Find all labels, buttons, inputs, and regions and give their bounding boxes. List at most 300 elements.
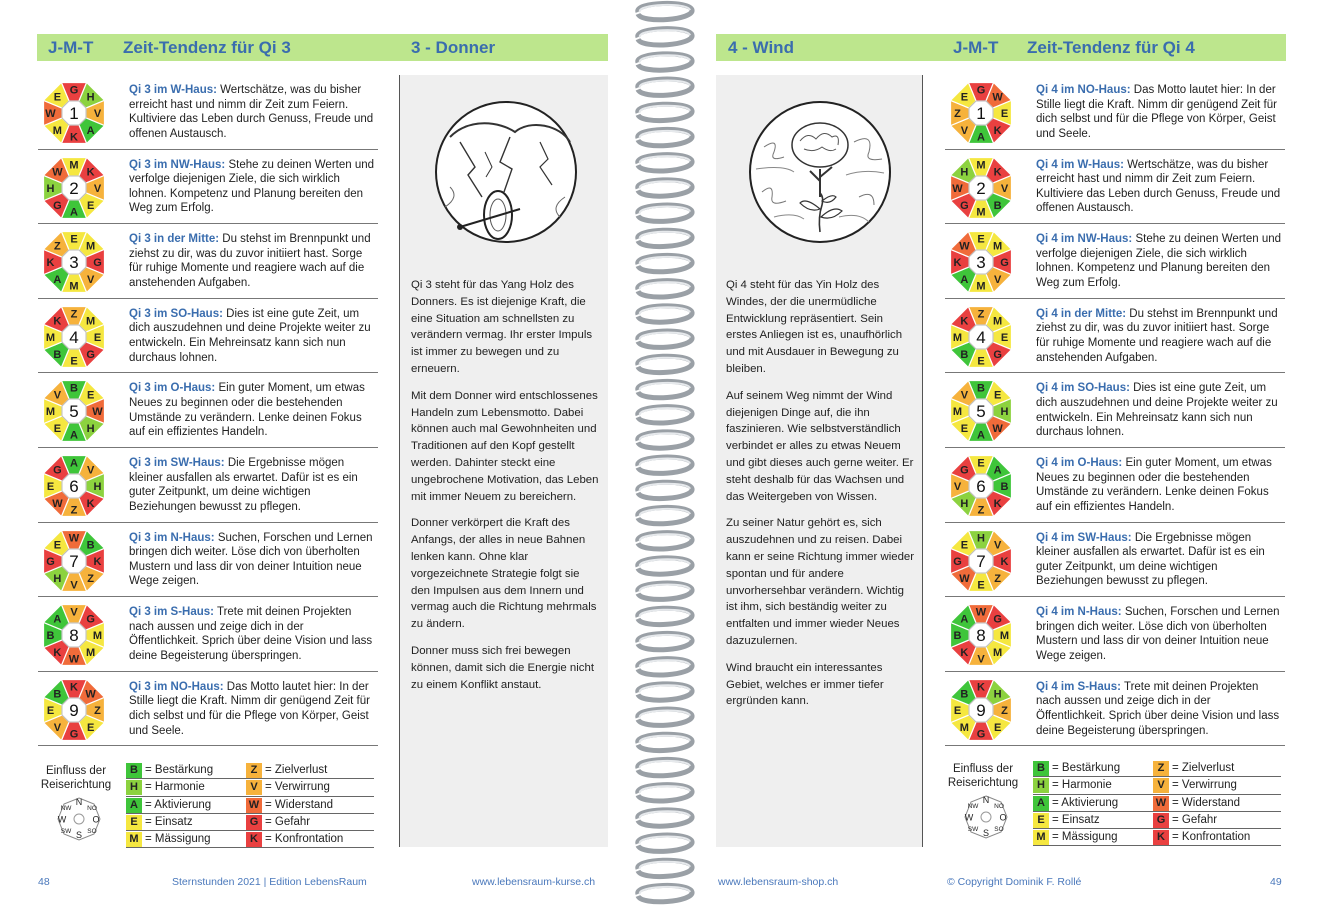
spiral-ring xyxy=(638,659,692,675)
legend-item xyxy=(1033,760,1161,777)
compass-label: W xyxy=(964,812,974,823)
legend-label: = Konfrontation xyxy=(1172,831,1251,844)
direction-letter: M xyxy=(45,406,56,419)
paragraph: Donner verkörpert die Kraft des Anfangs, der alles in neue Bahnen lenken kann. Ohne klar vorgezeichnete Strategie folgt sie den Impulsen aus dem Innern und vermag auch die Richtung mehrmals zu ändern. xyxy=(411,517,597,631)
direction-letter: W xyxy=(959,572,970,585)
entry-heading: Qi 4 im SW-Haus: xyxy=(1036,531,1132,544)
direction-letter: H xyxy=(93,481,102,494)
legend-key: B xyxy=(1033,761,1049,776)
qi-entry xyxy=(945,224,1285,299)
entry-text xyxy=(129,680,376,738)
direction-letter: W xyxy=(992,423,1003,436)
direction-letter: B xyxy=(53,348,62,361)
direction-letter: G xyxy=(1000,257,1009,270)
qi-entry xyxy=(38,672,378,747)
legend-key: K xyxy=(246,832,262,847)
entry-body: Dies ist eine gute Zeit, um dich auszudehnen und deine Projekte weiter zu entwickeln. Ein Mehreinsatz kann sich nun durchaus lohnen. xyxy=(129,307,371,364)
legend-key: H xyxy=(126,780,142,795)
header-title: Zeit-Tendenz für Qi 3 xyxy=(123,38,291,57)
legend-key: B xyxy=(126,763,142,778)
direction-letter: Z xyxy=(87,572,94,585)
entry-text xyxy=(129,456,376,514)
qi-entry-list xyxy=(945,75,1285,746)
qi-number: 5 xyxy=(976,402,986,422)
qi-entry xyxy=(945,75,1285,150)
compass-label: SO xyxy=(87,828,97,835)
page-header xyxy=(716,34,1286,61)
direction-letter: A xyxy=(70,430,78,443)
compass-rose xyxy=(961,792,1011,842)
direction-letter: V xyxy=(960,124,969,137)
qi-number: 6 xyxy=(69,476,79,496)
direction-letter: B xyxy=(960,348,969,361)
page-header xyxy=(37,34,608,61)
legend-key: Z xyxy=(1153,761,1169,776)
qi-entry xyxy=(945,672,1285,747)
direction-letter: W xyxy=(52,497,63,510)
paragraph: Qi 3 steht für das Yang Holz des Donners. Es ist diejenige Kraft, die eine Situation am schnellsten zu verändern vermag. Ihr erster Impuls ist immer zu bewegen und zu erneuern. xyxy=(411,279,593,375)
qi-octagon-icon xyxy=(38,303,110,371)
direction-letter: B xyxy=(53,688,62,701)
website-link[interactable]: www.lebensraum-kurse.ch xyxy=(472,876,596,888)
direction-letter: G xyxy=(93,257,102,270)
legend-label: = Aktivierung xyxy=(1052,796,1119,809)
legend-label: = Bestärkung xyxy=(145,764,214,776)
direction-letter: W xyxy=(68,532,80,545)
spiral-ring xyxy=(638,885,692,901)
entry-body: Dies ist eine gute Zeit, um dich auszudehnen und deine Projekte weiter zu entwickeln. Ein Mehreinsatz kann sich nun durchaus lohnen. xyxy=(1036,382,1278,439)
qi-number: 3 xyxy=(976,253,986,273)
legend-label: = Konfrontation xyxy=(265,833,344,846)
compass-label: NW xyxy=(967,803,979,810)
direction-letter: M xyxy=(86,646,96,659)
qi-octagon-icon xyxy=(945,601,1017,669)
legend-item xyxy=(1033,795,1161,812)
spiral-ring xyxy=(638,608,692,624)
direction-letter: A xyxy=(53,274,62,287)
legend-title: Einfluss der Reiserichtung xyxy=(40,765,112,791)
legend-key: K xyxy=(1153,830,1169,845)
direction-letter: E xyxy=(993,721,1002,734)
entry-body: Wertschätze, was du bisher erreicht hast und nimm dir Zeit zum Feiern. Kultiviere das Leben durch Genuss, Freude und offenen Austausch. xyxy=(129,84,374,140)
direction-letter: M xyxy=(92,630,103,643)
legend-label: = Bestärkung xyxy=(1052,762,1121,774)
qi-entry xyxy=(38,523,378,598)
legend-label: = Verwirrung xyxy=(1172,779,1237,792)
direction-letter: V xyxy=(93,108,102,121)
qi-octagon-icon xyxy=(945,79,1017,147)
direction-letter: H xyxy=(53,572,62,585)
direction-letter: M xyxy=(45,331,56,344)
qi-octagon-icon xyxy=(945,303,1017,371)
direction-letter: E xyxy=(960,539,969,552)
direction-letter: E xyxy=(1000,331,1009,344)
legend-item xyxy=(246,831,374,848)
direction-letter: K xyxy=(993,497,1002,510)
qi-octagon-icon xyxy=(38,79,110,147)
direction-letter: E xyxy=(53,539,62,552)
direction-letter: K xyxy=(960,646,969,659)
direction-letter: V xyxy=(86,464,95,477)
spiral-ring xyxy=(638,583,692,599)
direction-letter: A xyxy=(86,124,95,137)
direction-letter: B xyxy=(70,383,78,396)
direction-letter: V xyxy=(960,389,969,402)
direction-letter: W xyxy=(92,406,103,419)
direction-letter: M xyxy=(52,124,62,137)
qi-number: 7 xyxy=(69,551,79,571)
entry-text xyxy=(1036,158,1283,216)
direction-letter: H xyxy=(86,423,95,436)
direction-letter: V xyxy=(993,539,1002,552)
entry-text xyxy=(1036,232,1283,290)
qi-entry xyxy=(945,373,1285,448)
qi-entry xyxy=(38,224,378,299)
paragraph: Auf seinem Weg nimmt der Wind diejenigen Dinge auf, die ihn faszinieren. Wie selbstverständlich verbindet er alles zu etwas Neuem und gibt dieses auch gerne weiter. Er steht deshalb für das Wachsen und das Weitergeben von Wissen. xyxy=(726,389,914,503)
compass-icon xyxy=(54,794,104,849)
direction-letter: G xyxy=(53,464,62,477)
spiral-ring xyxy=(638,759,692,775)
direction-letter: Z xyxy=(70,504,78,517)
spiral-ring xyxy=(638,281,692,297)
element-description xyxy=(726,277,916,720)
direction-letter: V xyxy=(93,182,102,195)
legend-label: = Einsatz xyxy=(1052,813,1100,826)
direction-letter: G xyxy=(960,199,969,212)
direction-letter: E xyxy=(86,389,95,402)
legend-item xyxy=(126,831,254,848)
spiral-ring xyxy=(638,104,692,120)
entry-heading: Qi 3 im SO-Haus: xyxy=(129,307,223,320)
direction-letter: V xyxy=(70,606,78,619)
compass-label: W xyxy=(57,814,67,825)
spiral-ring xyxy=(638,482,692,498)
direction-letter: H xyxy=(977,532,985,545)
direction-letter: A xyxy=(960,613,969,626)
qi-number: 1 xyxy=(69,104,79,123)
entry-body: Trete mit deinen Projekten nach aussen und zeige dich in der Öffentlichkeit. Sprich über deine Vision und lass deine Begeisterung überspringen. xyxy=(129,606,373,662)
direction-letter: A xyxy=(70,206,78,219)
paragraph: Zu seiner Natur gehört es, sich auszudehnen und zu reisen. Dabei kann er seine Richtung immer wieder spontan und für andere unvorhersehbar verändern. Wichtig ist ihm, sich beständig weiter zu entfalten und immer wieder Neues dazuzulernen. xyxy=(726,517,915,647)
qi-entry xyxy=(38,448,378,523)
direction-letter: G xyxy=(86,613,95,626)
compass-label: N xyxy=(982,795,990,805)
legend-key: M xyxy=(1033,830,1049,845)
direction-letter: V xyxy=(53,389,62,402)
direction-letter: W xyxy=(992,91,1003,104)
direction-letter: M xyxy=(952,331,963,344)
spiral-ring xyxy=(638,860,692,876)
legend-key: E xyxy=(126,815,142,830)
entry-body: Die Ergebnisse mögen kleiner ausfallen als erwartet. Dafür ist es ein guter Zeitpunkt, um deine wichtigen Beziehungen bewusst zu pflegen. xyxy=(129,456,358,513)
qi-octagon-icon xyxy=(945,228,1017,296)
spiral-binding xyxy=(628,0,700,912)
spiral-ring xyxy=(638,54,692,70)
spiral-ring xyxy=(638,558,692,574)
direction-letter: E xyxy=(86,721,95,734)
entry-text xyxy=(1036,83,1283,141)
legend-key: G xyxy=(246,815,262,830)
compass-label: SW xyxy=(60,828,72,835)
direction-letter: G xyxy=(953,555,962,568)
compass-label: SO xyxy=(994,826,1004,833)
qi-entry xyxy=(945,299,1285,374)
legend xyxy=(945,758,1290,848)
wind-tree-illustration xyxy=(734,97,906,247)
qi-entry xyxy=(945,150,1285,225)
direction-letter: K xyxy=(993,166,1002,179)
direction-letter: Z xyxy=(977,308,985,321)
direction-letter: G xyxy=(53,199,62,212)
legend-negative xyxy=(1153,760,1281,846)
direction-letter: M xyxy=(86,240,96,253)
legend-key: E xyxy=(1033,813,1049,828)
legend-label: = Gefahr xyxy=(265,815,311,828)
paragraph: Donner muss sich frei bewegen können, damit sich die Energie nicht zu einem Konflikt anstaut. xyxy=(411,644,594,691)
legend-positive xyxy=(126,762,254,848)
qi-octagon-icon xyxy=(945,452,1017,520)
direction-letter: G xyxy=(46,555,55,568)
direction-letter: M xyxy=(69,159,79,172)
legend-label: = Verwirrung xyxy=(265,781,330,794)
direction-letter: M xyxy=(976,206,986,219)
direction-letter: K xyxy=(70,131,78,144)
element-sidebar xyxy=(716,75,923,847)
direction-letter: K xyxy=(953,257,962,270)
legend-label: = Mässigung xyxy=(145,833,211,846)
spiral-ring xyxy=(638,432,692,448)
direction-letter: A xyxy=(977,131,985,144)
legend-item xyxy=(1153,829,1281,846)
legend-key: M xyxy=(126,832,142,847)
legend-label: = Mässigung xyxy=(1052,831,1118,844)
legend-label: = Aktivierung xyxy=(145,798,212,811)
spiral-ring xyxy=(638,129,692,145)
direction-letter: A xyxy=(960,274,969,287)
legend-item xyxy=(1033,812,1161,829)
direction-letter: E xyxy=(93,331,102,344)
direction-letter: K xyxy=(993,124,1002,137)
legend-key: V xyxy=(1153,778,1169,793)
legend-item xyxy=(126,779,254,796)
entry-heading: Qi 3 in der Mitte: xyxy=(129,233,220,246)
spiral-ring xyxy=(638,155,692,171)
header-title: Zeit-Tendenz für Qi 4 xyxy=(1027,38,1195,57)
direction-letter: B xyxy=(1000,481,1009,494)
legend-item xyxy=(126,797,254,814)
entry-text xyxy=(129,158,376,216)
left-page xyxy=(0,0,625,912)
legend-item xyxy=(246,814,374,831)
entry-heading: Qi 3 im N-Haus: xyxy=(129,531,215,544)
spiral-ring xyxy=(638,684,692,700)
direction-letter: Z xyxy=(1001,704,1008,717)
spiral-ring xyxy=(638,810,692,826)
direction-letter: E xyxy=(977,233,985,246)
entry-text xyxy=(1036,456,1283,514)
entry-heading: Qi 4 im W-Haus: xyxy=(1036,158,1124,171)
qi-octagon-icon xyxy=(38,452,110,520)
qi-octagon-icon xyxy=(945,377,1017,445)
spiral-ring xyxy=(638,29,692,45)
direction-letter: E xyxy=(46,481,55,494)
direction-letter: K xyxy=(1000,555,1009,568)
direction-letter: G xyxy=(69,728,79,741)
direction-letter: K xyxy=(53,646,62,659)
entry-text xyxy=(129,232,376,290)
spiral-ring xyxy=(638,331,692,347)
element-description xyxy=(411,277,601,703)
entry-heading: Qi 4 im O-Haus: xyxy=(1036,456,1123,469)
direction-letter: V xyxy=(53,721,62,734)
page-number: 49 xyxy=(1270,876,1282,888)
compass-label: SW xyxy=(967,826,979,833)
direction-letter: G xyxy=(976,84,986,97)
direction-letter: B xyxy=(86,539,95,552)
direction-letter: M xyxy=(993,646,1003,659)
legend-label: = Harmonie xyxy=(1052,779,1112,792)
qi-number: 4 xyxy=(69,327,79,347)
direction-letter: Z xyxy=(994,572,1001,585)
direction-letter: H xyxy=(86,91,95,104)
direction-letter: E xyxy=(1000,108,1009,121)
qi-entry xyxy=(945,448,1285,523)
element-title: 3 - Donner xyxy=(411,38,496,57)
spiral-ring xyxy=(638,835,692,851)
legend-label: = Widerstand xyxy=(265,798,334,811)
spiral-ring xyxy=(638,255,692,271)
entry-body: Das Motto lautet hier: In der Stille liegt die Kraft. Nimm dir genügend Zeit für dich selbst und für die Pflege von Körper, Geist und Seele. xyxy=(129,680,370,737)
direction-letter: H xyxy=(46,182,55,195)
compass-label: NO xyxy=(994,803,1004,810)
entry-heading: Qi 3 im NW-Haus: xyxy=(129,158,226,171)
direction-letter: G xyxy=(976,728,986,741)
website-link[interactable]: www.lebensraum-shop.ch xyxy=(718,876,839,888)
entry-body: Du stehst im Brennpunkt und ziehst zu dir, was du zuvor initiiert hast. Sorge für ruhige Momente und reagiere wach auf die anstehenden Aufgaben. xyxy=(129,233,371,289)
qi-number: 9 xyxy=(69,700,79,720)
legend-positive xyxy=(1033,760,1161,846)
direction-letter: B xyxy=(993,199,1002,212)
direction-letter: E xyxy=(86,199,95,212)
compass-icon xyxy=(961,792,1011,847)
legend xyxy=(38,760,383,850)
direction-letter: E xyxy=(53,91,62,104)
spiral-ring xyxy=(638,533,692,549)
direction-letter: W xyxy=(52,166,63,179)
entry-body: Suchen, Forschen und Lernen bringen dich weiter. Löse dich von überholten Mustern und lass dir von deiner Intuition neue Wege zeigen. xyxy=(129,531,373,588)
direction-letter: H xyxy=(1000,406,1009,419)
legend-key: A xyxy=(1033,796,1049,811)
legend-label: = Zielverlust xyxy=(265,764,328,776)
legend-item xyxy=(1153,812,1281,829)
entry-heading: Qi 4 im S-Haus: xyxy=(1036,680,1121,693)
qi-entry xyxy=(38,597,378,672)
direction-letter: V xyxy=(1000,182,1009,195)
spiral-ring xyxy=(638,79,692,95)
entry-body: Ein guter Moment, um etwas Neues zu beginnen oder die bestehenden Umstände zu verändern. Lenke deinen Fokus auf ein effizientes Handeln. xyxy=(129,382,365,439)
spiral-ring xyxy=(638,3,692,19)
legend-key: W xyxy=(246,798,262,813)
direction-letter: V xyxy=(70,579,78,592)
spiral-ring xyxy=(638,633,692,649)
jmt-label: J-M-T xyxy=(48,38,94,57)
legend-key: H xyxy=(1033,778,1049,793)
spiral-ring xyxy=(638,457,692,473)
direction-letter: A xyxy=(993,464,1002,477)
spiral-ring xyxy=(638,205,692,221)
entry-heading: Qi 3 im SW-Haus: xyxy=(129,456,225,469)
legend-item xyxy=(1153,760,1281,777)
legend-item xyxy=(126,762,254,779)
direction-letter: G xyxy=(69,84,79,97)
entry-text xyxy=(1036,307,1283,365)
qi-octagon-icon xyxy=(38,228,110,296)
direction-letter: Z xyxy=(954,108,961,121)
legend-item xyxy=(126,814,254,831)
direction-letter: M xyxy=(999,630,1010,643)
direction-letter: A xyxy=(53,613,62,626)
compass-label: NO xyxy=(87,805,97,812)
thunder-drum-illustration xyxy=(420,97,592,247)
qi-octagon-icon xyxy=(38,676,110,744)
qi-entry xyxy=(38,299,378,374)
qi-number: 8 xyxy=(976,626,986,646)
legend-item xyxy=(246,797,374,814)
qi-number: 1 xyxy=(976,104,986,123)
qi-octagon-icon xyxy=(945,676,1017,744)
entry-text xyxy=(129,531,376,589)
qi-number: 2 xyxy=(69,178,79,198)
spiral-ring xyxy=(638,407,692,423)
direction-letter: E xyxy=(70,355,78,368)
direction-letter: K xyxy=(93,555,102,568)
entry-text xyxy=(1036,605,1283,663)
direction-letter: B xyxy=(953,630,962,643)
entry-body: Stehe zu deinen Werten und verfolge diejenigen Ziele, die sich wirklich lohnen. Kompetenz und Planung bereiten den Weg zum Erfolg. xyxy=(129,158,375,215)
qi-octagon-icon xyxy=(38,377,110,445)
qi-number: 7 xyxy=(976,551,986,571)
qi-octagon-icon xyxy=(945,154,1017,222)
direction-letter: K xyxy=(46,257,55,270)
qi-entry-list xyxy=(38,75,378,746)
direction-letter: Z xyxy=(54,240,61,253)
legend-key: G xyxy=(1153,813,1169,828)
direction-letter: K xyxy=(70,681,78,694)
legend-label: = Zielverlust xyxy=(1172,762,1235,774)
spiral-ring xyxy=(638,709,692,725)
entry-body: Die Ergebnisse mögen kleiner ausfallen als erwartet. Dafür ist es ein guter Zeitpunkt, um deine wichtigen Beziehungen bewusst zu pflegen. xyxy=(1036,531,1265,588)
direction-letter: H xyxy=(960,166,969,179)
book-title: Sternstunden 2021 | Edition LebensRaum xyxy=(172,876,367,888)
direction-letter: W xyxy=(68,653,80,666)
copyright: © Copyright Dominik F. Rollé xyxy=(947,876,1082,888)
entry-heading: Qi 3 im W-Haus: xyxy=(129,84,217,96)
spiral-ring xyxy=(638,381,692,397)
direction-letter: M xyxy=(959,721,969,734)
direction-letter: Z xyxy=(70,308,78,321)
compass-label: O xyxy=(999,812,1007,823)
direction-letter: Z xyxy=(977,504,985,517)
compass-rose xyxy=(54,794,104,844)
direction-letter: M xyxy=(993,240,1003,253)
compass-label: S xyxy=(982,828,990,838)
entry-body: Suchen, Forschen und Lernen bringen dich weiter. Löse dich von überholten Mustern und lass dir von deiner Intuition neue Wege zeigen. xyxy=(1036,606,1280,662)
entry-text xyxy=(1036,531,1283,589)
entry-text xyxy=(129,83,376,141)
element-sidebar xyxy=(399,75,608,847)
direction-letter: E xyxy=(977,457,985,470)
direction-letter: V xyxy=(86,274,95,287)
